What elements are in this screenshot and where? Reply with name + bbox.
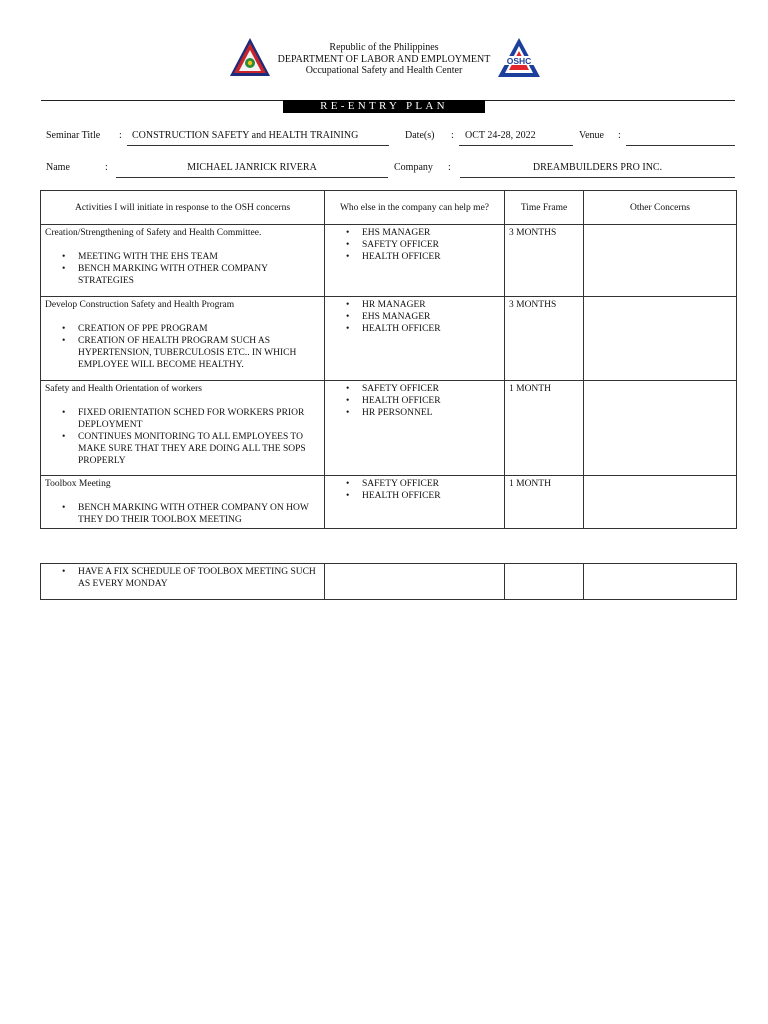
- header-other-concerns: Other Concerns: [584, 191, 737, 225]
- table-row: [41, 225, 737, 297]
- activity-bullets: [45, 566, 320, 590]
- time-frame-cell: 1 MONTH: [505, 381, 584, 476]
- name-underline: [116, 177, 388, 178]
- list-item: • HEALTH OFFICER: [362, 323, 500, 335]
- table-row: [41, 476, 737, 529]
- helpers-list: [329, 299, 500, 335]
- seminar-title-underline: [127, 145, 389, 146]
- list-item: • HEALTH OFFICER: [362, 395, 500, 407]
- list-item: • BENCH MARKING WITH OTHER COMPANY ON HOW THEY DO THEIR TOOLBOX MEETING: [78, 502, 320, 526]
- colon: :: [451, 130, 454, 141]
- document-header: [0, 36, 768, 82]
- dole-seal-icon: [229, 37, 271, 77]
- list-item: • EHS MANAGER: [362, 227, 500, 239]
- time-frame-cell: [505, 564, 584, 600]
- helpers-list: [329, 383, 500, 419]
- list-item: • HAVE A FIX SCHEDULE OF TOOLBOX MEETING SUCH AS EVERY MONDAY: [78, 566, 320, 590]
- agency-block: [271, 42, 497, 77]
- company-underline: [460, 177, 735, 178]
- helpers-cell: [325, 476, 505, 529]
- colon: :: [618, 130, 621, 141]
- company-label: Company: [394, 162, 433, 173]
- list-item: • CREATION OF HEALTH PROGRAM SUCH AS HYPERTENSION, TUBERCULOSIS ETC.. IN WHICH EMPLOYEE WILL BECOME HEALTHY.: [78, 335, 320, 371]
- list-item: • SAFETY OFFICER: [362, 383, 500, 395]
- venue-underline: [626, 145, 735, 146]
- name-value: MICHAEL JANRICK RIVERA: [187, 162, 317, 173]
- colon: :: [105, 162, 108, 173]
- company-value: DREAMBUILDERS PRO INC.: [532, 162, 663, 173]
- helpers-cell: [325, 297, 505, 381]
- center-line: Occupational Safety and Health Center: [305, 65, 463, 76]
- dates-label: Date(s): [405, 130, 435, 141]
- header-activities: Activities I will initiate in response to the OSH concerns: [41, 191, 325, 225]
- seminar-title-label: Seminar Title: [46, 130, 101, 141]
- page-title: RE-ENTRY PLAN: [283, 100, 485, 113]
- svg-text:OSHC: OSHC: [506, 56, 532, 66]
- venue-label: Venue: [579, 130, 604, 141]
- activity-title: Toolbox Meeting: [45, 479, 111, 489]
- continuation-table: [40, 563, 737, 600]
- activity-cell: [41, 381, 325, 476]
- time-frame-cell: 1 MONTH: [505, 476, 584, 529]
- list-item: • SAFETY OFFICER: [362, 239, 500, 251]
- other-concerns-cell: [584, 564, 737, 600]
- list-item: • FIXED ORIENTATION SCHED FOR WORKERS PRIOR DEPLOYMENT: [78, 407, 320, 431]
- activity-bullets: [45, 323, 320, 371]
- list-item: • HEALTH OFFICER: [362, 490, 500, 502]
- list-item: • SAFETY OFFICER: [362, 478, 500, 490]
- activity-title: Creation/Strengthening of Safety and Health Committee.: [45, 228, 262, 238]
- colon: :: [119, 130, 122, 141]
- list-item: • HR MANAGER: [362, 299, 500, 311]
- name-label: Name: [46, 162, 70, 173]
- helpers-cell: [325, 381, 505, 476]
- list-item: • BENCH MARKING WITH OTHER COMPANY STRATEGIES: [78, 263, 320, 287]
- list-item: • CREATION OF PPE PROGRAM: [78, 323, 320, 335]
- helpers-list: [329, 478, 500, 502]
- header-helpers: Who else in the company can help me?: [325, 191, 505, 225]
- activity-title: Develop Construction Safety and Health Program: [45, 300, 235, 310]
- activity-cell: [41, 225, 325, 297]
- dates-value: OCT 24-28, 2022: [465, 130, 536, 141]
- table-row: [41, 564, 737, 600]
- republic-line: Republic of the Philippines: [329, 42, 439, 53]
- department-line: DEPARTMENT OF LABOR AND EMPLOYMENT: [277, 53, 491, 65]
- list-item: • EHS MANAGER: [362, 311, 500, 323]
- other-concerns-cell: [584, 381, 737, 476]
- time-frame-cell: 3 MONTHS: [505, 297, 584, 381]
- list-item: • CONTINUES MONITORING TO ALL EMPLOYEES TO MAKE SURE THAT THEY ARE DOING ALL THE SOPS PROPERLY: [78, 431, 320, 467]
- activity-bullets: [45, 407, 320, 467]
- time-frame-cell: 3 MONTHS: [505, 225, 584, 297]
- other-concerns-cell: [584, 225, 737, 297]
- activity-bullets: [45, 502, 320, 526]
- helpers-cell: [325, 564, 505, 600]
- activity-cell: [41, 476, 325, 529]
- activity-title: Safety and Health Orientation of workers: [45, 384, 202, 394]
- oshc-logo-icon: [497, 37, 541, 78]
- list-item: • HEALTH OFFICER: [362, 251, 500, 263]
- list-item: • HR PERSONNEL: [362, 407, 500, 419]
- colon: :: [448, 162, 451, 173]
- activity-cell: [41, 297, 325, 381]
- helpers-cell: [325, 225, 505, 297]
- table-row: [41, 297, 737, 381]
- seminar-title-value: CONSTRUCTION SAFETY and HEALTH TRAINING: [132, 130, 359, 141]
- helpers-list: [329, 227, 500, 263]
- table-header-row: [41, 191, 737, 225]
- header-time-frame: Time Frame: [505, 191, 584, 225]
- dates-underline: [459, 145, 573, 146]
- activity-bullets: [45, 251, 320, 287]
- list-item: • MEETING WITH THE EHS TEAM: [78, 251, 320, 263]
- other-concerns-cell: [584, 297, 737, 381]
- table-row: [41, 381, 737, 476]
- other-concerns-cell: [584, 476, 737, 529]
- reentry-plan-table: [40, 190, 737, 529]
- activity-cell: [41, 564, 325, 600]
